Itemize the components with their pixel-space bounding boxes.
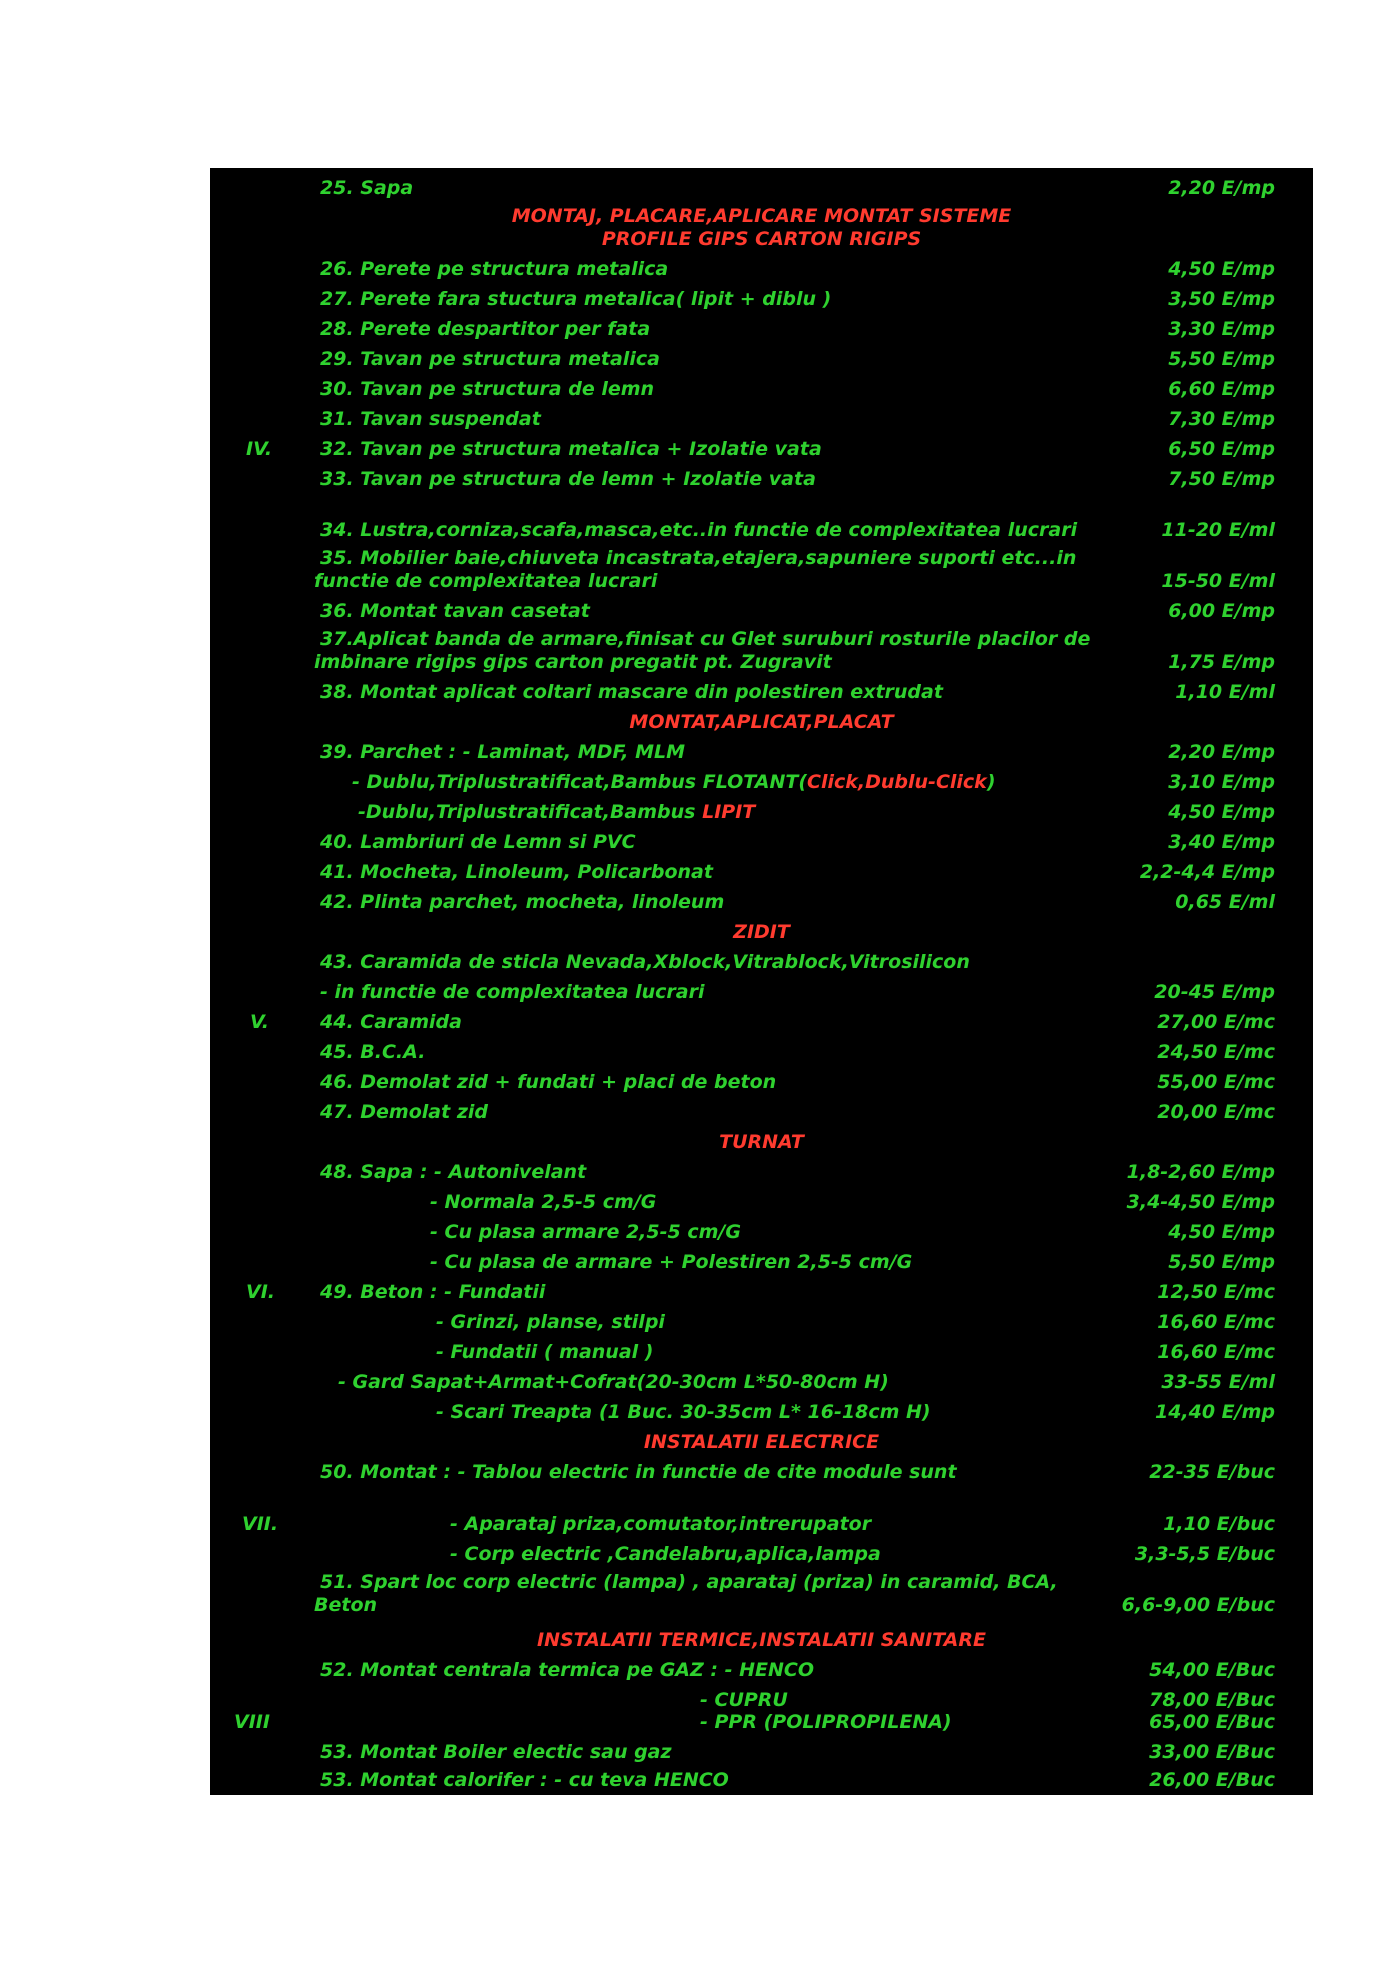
- heading-zidit: ZIDIT: [733, 921, 790, 943]
- item-label: 34. Lustra,corniza,scafa,masca,etc..in functie de complexitatea lucrari: [320, 519, 1078, 541]
- item-price: 5,50 E/mp: [1168, 348, 1275, 370]
- item-label: 37.Aplicat banda de armare,finisat cu Glet suruburi rosturile placilor de: [320, 628, 1091, 650]
- heading-montat-aplicat-placat: MONTAT,APLICAT,PLACAT: [629, 711, 894, 733]
- item-label: - Gard Sapat+Armat+Cofrat(20-30cm L*50-80cm H): [338, 1371, 889, 1393]
- item-price: 7,30 E/mp: [1168, 408, 1275, 430]
- item-label: - PPR (POLIPROPILENA): [700, 1711, 952, 1733]
- section-number-iv: IV.: [246, 438, 273, 460]
- item-price: 5,50 E/mp: [1168, 1251, 1275, 1273]
- item-price: 54,00 E/Buc: [1149, 1659, 1275, 1681]
- item-label: 26. Perete pe structura metalica: [320, 258, 669, 280]
- item-label: 40. Lambriuri de Lemn si PVC: [320, 831, 636, 853]
- item-label: - Fundatii ( manual ): [436, 1341, 654, 1363]
- item-label: 51. Spart loc corp electric (lampa) , aparataj (priza) in caramid, BCA,: [320, 1571, 1058, 1593]
- section-number-vi: VI.: [246, 1281, 275, 1303]
- item-price: 3,30 E/mp: [1168, 318, 1275, 340]
- item-label: 29. Tavan pe structura metalica: [320, 348, 660, 370]
- item-price: 4,50 E/mp: [1168, 1221, 1275, 1243]
- item-price: 2,20 E/mp: [1168, 177, 1275, 199]
- price-list-sheet: [210, 168, 1313, 1795]
- heading-instalatii-termice: INSTALATII TERMICE,INSTALATII SANITARE: [537, 1629, 986, 1651]
- item-price: 6,00 E/mp: [1168, 600, 1275, 622]
- item-label: 38. Montat aplicat coltari mascare din polestiren extrudat: [320, 681, 943, 703]
- item-price: 3,10 E/mp: [1168, 771, 1275, 793]
- heading-gips-carton-line1: MONTAJ, PLACARE,APLICARE MONTAT SISTEME: [511, 205, 1012, 227]
- item-price: 12,50 E/mc: [1157, 1281, 1275, 1303]
- heading-turnat: TURNAT: [719, 1131, 804, 1153]
- item-label: 41. Mocheta, Linoleum, Policarbonat: [320, 861, 713, 883]
- item-label: 43. Caramida de sticla Nevada,Xblock,Vitrablock,Vitrosilicon: [320, 951, 970, 973]
- item-price: 55,00 E/mc: [1157, 1071, 1275, 1093]
- item-price: 4,50 E/mp: [1168, 258, 1275, 280]
- item-label: 48. Sapa : - Autonivelant: [320, 1161, 587, 1183]
- item-price: 16,60 E/mc: [1157, 1311, 1275, 1333]
- item-label-continued: functie de complexitatea lucrari: [314, 570, 658, 592]
- item-price: 1,10 E/buc: [1163, 1513, 1275, 1535]
- item-label: 33. Tavan pe structura de lemn + Izolatie vata: [320, 468, 816, 490]
- item-label: 35. Mobilier baie,chiuveta incastrata,etajera,sapuniere suporti etc...in: [320, 547, 1077, 569]
- item-price: 24,50 E/mc: [1157, 1041, 1275, 1063]
- item-label: 49. Beton : - Fundatii: [320, 1281, 546, 1303]
- item-label: 39. Parchet : - Laminat, MDF, MLM: [320, 741, 686, 763]
- item-label: 44. Caramida: [320, 1011, 462, 1033]
- item-label: 42. Plinta parchet, mocheta, linoleum: [320, 891, 725, 913]
- item-price: 1,75 E/mp: [1168, 651, 1275, 673]
- item-price: 3,3-5,5 E/buc: [1134, 1543, 1275, 1565]
- item-price: 11-20 E/ml: [1161, 519, 1275, 541]
- item-price: 3,50 E/mp: [1168, 288, 1275, 310]
- heading-gips-carton-line2: PROFILE GIPS CARTON RIGIPS: [601, 228, 922, 250]
- item-label: 53. Montat Boiler electic sau gaz: [320, 1741, 672, 1763]
- item-price: 7,50 E/mp: [1168, 468, 1275, 490]
- item-price: 15-50 E/ml: [1161, 570, 1275, 592]
- item-price: 14,40 E/mp: [1154, 1401, 1275, 1423]
- item-price: 20,00 E/mc: [1157, 1101, 1275, 1123]
- item-label: - CUPRU: [700, 1689, 788, 1711]
- item-price: 27,00 E/mc: [1157, 1011, 1275, 1033]
- item-price: 6,60 E/mp: [1168, 378, 1275, 400]
- item-price: 16,60 E/mc: [1157, 1341, 1275, 1363]
- item-label: 32. Tavan pe structura metalica + Izolatie vata: [320, 438, 822, 460]
- item-label-continued: Beton: [314, 1594, 378, 1616]
- item-label: 46. Demolat zid + fundati + placi de beton: [320, 1071, 777, 1093]
- item-label: - Corp electric ,Candelabru,aplica,lampa: [450, 1543, 881, 1565]
- item-label: 45. B.C.A.: [320, 1041, 426, 1063]
- item-price: 3,40 E/mp: [1168, 831, 1275, 853]
- item-label: - Grinzi, planse, stilpi: [436, 1311, 665, 1333]
- item-label-continued: imbinare rigips gips carton pregatit pt. Zugravit: [314, 651, 832, 673]
- item-label: 28. Perete despartitor per fata: [320, 318, 651, 340]
- item-price: 0,65 E/ml: [1175, 891, 1275, 913]
- item-price: 4,50 E/mp: [1168, 801, 1275, 823]
- item-label: 27. Perete fara stuctura metalica( lipit + diblu ): [320, 288, 832, 310]
- item-label: 25. Sapa: [320, 177, 414, 199]
- item-label: 36. Montat tavan casetat: [320, 600, 590, 622]
- item-label: - Cu plasa armare 2,5-5 cm/G: [430, 1221, 741, 1243]
- heading-instalatii-electrice: INSTALATII ELECTRICE: [643, 1431, 880, 1453]
- item-price: 2,2-4,4 E/mp: [1139, 861, 1275, 883]
- item-price: 26,00 E/Buc: [1149, 1769, 1275, 1791]
- item-price: 2,20 E/mp: [1168, 741, 1275, 763]
- item-label: 30. Tavan pe structura de lemn: [320, 378, 655, 400]
- item-label: 47. Demolat zid: [320, 1101, 488, 1123]
- item-label: 53. Montat calorifer : - cu teva HENCO: [320, 1769, 729, 1791]
- section-number-vii: VII.: [242, 1513, 279, 1535]
- item-label: - Scari Treapta (1 Buc. 30-35cm L* 16-18cm H): [436, 1401, 931, 1423]
- item-price: 20-45 E/mp: [1154, 981, 1275, 1003]
- item-price: 3,4-4,50 E/mp: [1126, 1191, 1275, 1213]
- item-price: 1,8-2,60 E/mp: [1126, 1161, 1275, 1183]
- item-price: 6,6-9,00 E/buc: [1121, 1594, 1275, 1616]
- item-price: 22-35 E/buc: [1149, 1461, 1275, 1483]
- item-label: - Aparataj priza,comutator,intrerupator: [450, 1513, 872, 1535]
- section-number-viii: VIII: [234, 1711, 270, 1733]
- item-label: - Dublu,Triplustratificat,Bambus FLOTANT(Click,Dublu-Click): [352, 771, 996, 793]
- item-label: -Dublu,Triplustratificat,Bambus LIPIT: [358, 801, 756, 823]
- item-price: 33,00 E/Buc: [1149, 1741, 1275, 1763]
- item-label: 31. Tavan suspendat: [320, 408, 541, 430]
- item-label: - Cu plasa de armare + Polestiren 2,5-5 cm/G: [430, 1251, 913, 1273]
- item-price: 33-55 E/ml: [1161, 1371, 1275, 1393]
- item-price: 6,50 E/mp: [1168, 438, 1275, 460]
- item-price: 65,00 E/Buc: [1149, 1711, 1275, 1733]
- item-price: 78,00 E/Buc: [1149, 1689, 1275, 1711]
- item-label: 52. Montat centrala termica pe GAZ : - HENCO: [320, 1659, 814, 1681]
- item-label: 50. Montat : - Tablou electric in functie de cite module sunt: [320, 1461, 957, 1483]
- section-number-v: V.: [250, 1011, 269, 1033]
- item-label: - in functie de complexitatea lucrari: [320, 981, 705, 1003]
- item-price: 1,10 E/ml: [1175, 681, 1275, 703]
- item-label: - Normala 2,5-5 cm/G: [430, 1191, 657, 1213]
